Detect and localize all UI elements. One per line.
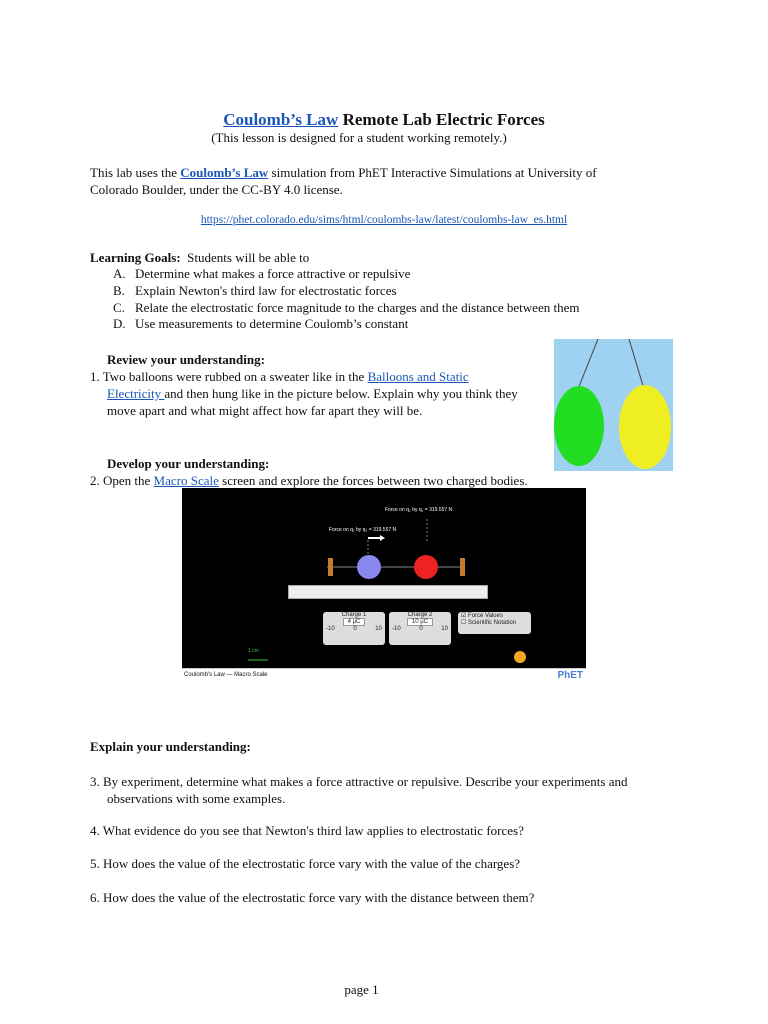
goal-letter: C.	[113, 300, 125, 315]
charge-1-tick-max: 10	[375, 626, 382, 632]
goal-text: Explain Newton's third law for electrostatic forces	[135, 283, 397, 298]
goal-text: Use measurements to determine Coulomb’s constant	[135, 316, 409, 331]
charge-2-label: Charge 2	[407, 612, 433, 618]
charge-2-tick-max: 10	[441, 626, 448, 632]
goal-letter: D.	[113, 316, 126, 331]
charge-1-label: Charge 1	[341, 612, 367, 618]
q2-text-2: screen and explore the forces between two charged bodies.	[218, 473, 528, 488]
scientific-notation-label: Scientific Notation	[468, 620, 517, 626]
q3-text-2: observations with some examples.	[107, 791, 286, 806]
intro-text: This lab uses the	[90, 165, 181, 180]
charge-1-tick-mid: 0	[353, 626, 357, 632]
page-title	[0, 110, 768, 130]
options-panel	[458, 612, 531, 634]
title-link[interactable]: Coulomb’s Law	[223, 110, 339, 129]
q3-text: 3. By experiment, determine what makes a force attractive or repulsive. Describe your experiments and	[90, 774, 628, 789]
question-2	[90, 472, 528, 489]
q1-text-2: and then hung like in the picture below. Explain why you think they	[164, 386, 518, 401]
left-puller	[328, 558, 333, 576]
intro-line-2: Colorado Boulder, under the CC-BY 4.0 license.	[90, 182, 343, 197]
question-4: 4. What evidence do you see that Newton's third law applies to electrostatic forces?	[90, 823, 524, 838]
charge-2-panel	[389, 612, 451, 645]
balloons-illustration	[554, 339, 673, 471]
goal-text: Relate the electrostatic force magnitude to the charges and the distance between them	[135, 300, 580, 315]
force-readout-q1: Force on q₁ by q₂ = 319.557 N	[329, 527, 397, 533]
intro-paragraph	[90, 164, 690, 198]
subtitle: (This lesson is designed for a student working remotely.)	[211, 130, 507, 145]
charge-1-panel	[323, 612, 385, 645]
q1-text: 1. Two balloons were rubbed on a sweater like in the	[90, 369, 368, 384]
simulation-screenshot	[182, 488, 586, 685]
green-balloon	[554, 386, 604, 466]
force-readout-q2: Force on q₂ by q₁ = 319.557 N	[385, 507, 453, 513]
q1-text-3: move apart and what might affect how far apart they will be.	[107, 403, 423, 418]
phet-logo: PhET	[557, 670, 583, 681]
goal-letter: B.	[113, 283, 125, 298]
goal-item	[113, 282, 397, 299]
sim-footer-bar	[182, 668, 586, 685]
ruler[interactable]	[288, 585, 488, 599]
charge-2-value[interactable]: 10 μC	[407, 618, 433, 626]
charge-2-sphere[interactable]	[414, 555, 438, 579]
macro-scale-link[interactable]: Macro Scale	[153, 473, 219, 488]
goal-item	[113, 299, 579, 316]
explain-heading: Explain your understanding:	[90, 739, 251, 754]
scientific-notation-option[interactable]: ☐ Scientific Notation	[461, 620, 517, 626]
page-number: page 1	[344, 982, 379, 997]
develop-heading: Develop your understanding:	[107, 456, 270, 471]
simulation-url[interactable]: https://phet.colorado.edu/sims/html/coulombs-law/latest/coulombs-law_es.html	[200, 214, 568, 226]
charge-2-tick-min: -10	[392, 626, 401, 632]
intro-text-2: simulation from PhET Interactive Simulations at University of	[268, 165, 597, 180]
goal-text: Determine what makes a force attractive or repulsive	[135, 266, 411, 281]
yellow-balloon	[619, 385, 671, 469]
goals-heading: Learning Goals:	[90, 250, 181, 265]
goal-letter: A.	[113, 266, 126, 281]
sim-footer-title: Coulomb's Law — Macro Scale	[184, 672, 268, 678]
force-values-option[interactable]: ☑ Force Values	[461, 613, 503, 619]
scale-label: 1 cm	[248, 648, 259, 654]
question-3	[90, 773, 690, 807]
review-heading: Review your understanding:	[107, 352, 265, 367]
question-1	[90, 368, 550, 419]
q2-text: 2. Open the	[90, 473, 154, 488]
charge-2-tick-mid: 0	[419, 626, 423, 632]
question-6: 6. How does the value of the electrostatic force vary with the distance between them?	[90, 890, 535, 905]
question-5: 5. How does the value of the electrostatic force vary with the value of the charges?	[90, 856, 521, 871]
balloons-link-2[interactable]: Electricity	[107, 386, 165, 401]
charge-1-value[interactable]: 4 μC	[343, 618, 366, 626]
intro-link[interactable]: Coulomb’s Law	[180, 165, 269, 180]
goal-item	[113, 315, 408, 332]
balloons-image	[554, 339, 673, 471]
charge-1-tick-min: -10	[326, 626, 335, 632]
force-values-label: Force Values	[468, 613, 503, 619]
right-puller	[460, 558, 465, 576]
goal-item	[113, 265, 410, 282]
learning-goals-heading	[90, 249, 309, 266]
goals-lead: Students will be able to	[180, 250, 310, 265]
reset-icon[interactable]	[514, 651, 526, 663]
balloons-link[interactable]: Balloons and Static	[367, 369, 469, 384]
charge-1-sphere[interactable]	[357, 555, 381, 579]
title-text: Remote Lab Electric Forces	[338, 110, 545, 129]
